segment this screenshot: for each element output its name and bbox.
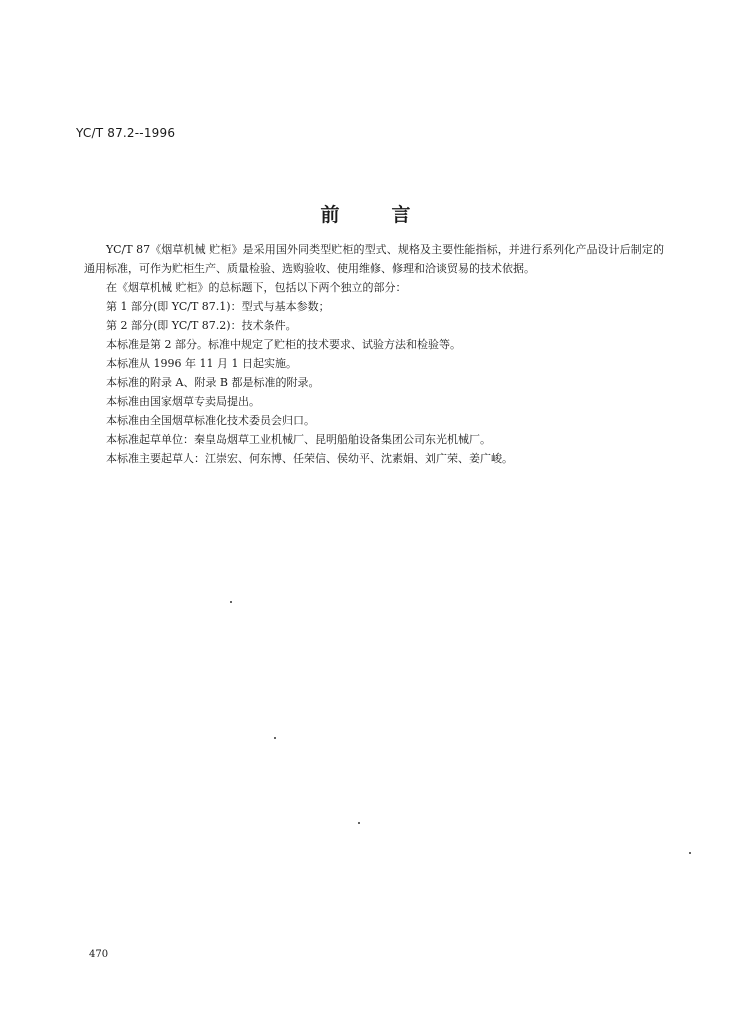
paragraph-scope: 本标准是第 2 部分。标准中规定了贮柜的技术要求、试验方法和检验等。 — [106, 338, 461, 351]
scan-speck — [230, 601, 232, 603]
paragraph-drafting-units: 本标准起草单位：秦皇岛烟草工业机械厂、昆明船舶设备集团公司东光机械厂。 — [106, 433, 491, 446]
scan-speck — [274, 737, 276, 739]
paragraph-part-2: 第 2 部分(即 YC/T 87.2)：技术条件。 — [106, 319, 297, 332]
scan-speck — [689, 852, 691, 854]
paragraph-proposer: 本标准由国家烟草专卖局提出。 — [106, 395, 260, 408]
page-title: 前言 — [320, 204, 463, 226]
paragraph-intro: YC/T 87《烟草机械 贮柜》是采用国外同类型贮柜的型式、规格及主要性能指标，并进行系列化产品设计后制定的通用标准，可作为贮柜生产、质量检验、选购验收、使用维修、修理和洽谈贸易的技术依据。 — [84, 243, 664, 275]
page-number: 470 — [89, 949, 109, 960]
foreword-body — [84, 240, 664, 468]
paragraph-drafters: 本标准主要起草人：江崇宏、何东博、任荣信、侯幼平、沈素娟、刘广荣、姜广峻。 — [106, 452, 513, 465]
paragraph-parts-intro: 在《烟草机械 贮柜》的总标题下，包括以下两个独立的部分： — [106, 281, 407, 294]
paragraph-annexes: 本标准的附录 A、附录 B 都是标准的附录。 — [106, 376, 320, 389]
standard-code: YC/T 87.2--1996 — [76, 126, 176, 140]
paragraph-part-1: 第 1 部分(即 YC/T 87.1)：型式与基本参数； — [106, 300, 330, 313]
scan-speck — [358, 822, 360, 824]
paragraph-technical-committee: 本标准由全国烟草标准化技术委员会归口。 — [106, 414, 315, 427]
paragraph-effective-date: 本标准从 1996 年 11 月 1 日起实施。 — [106, 357, 297, 370]
